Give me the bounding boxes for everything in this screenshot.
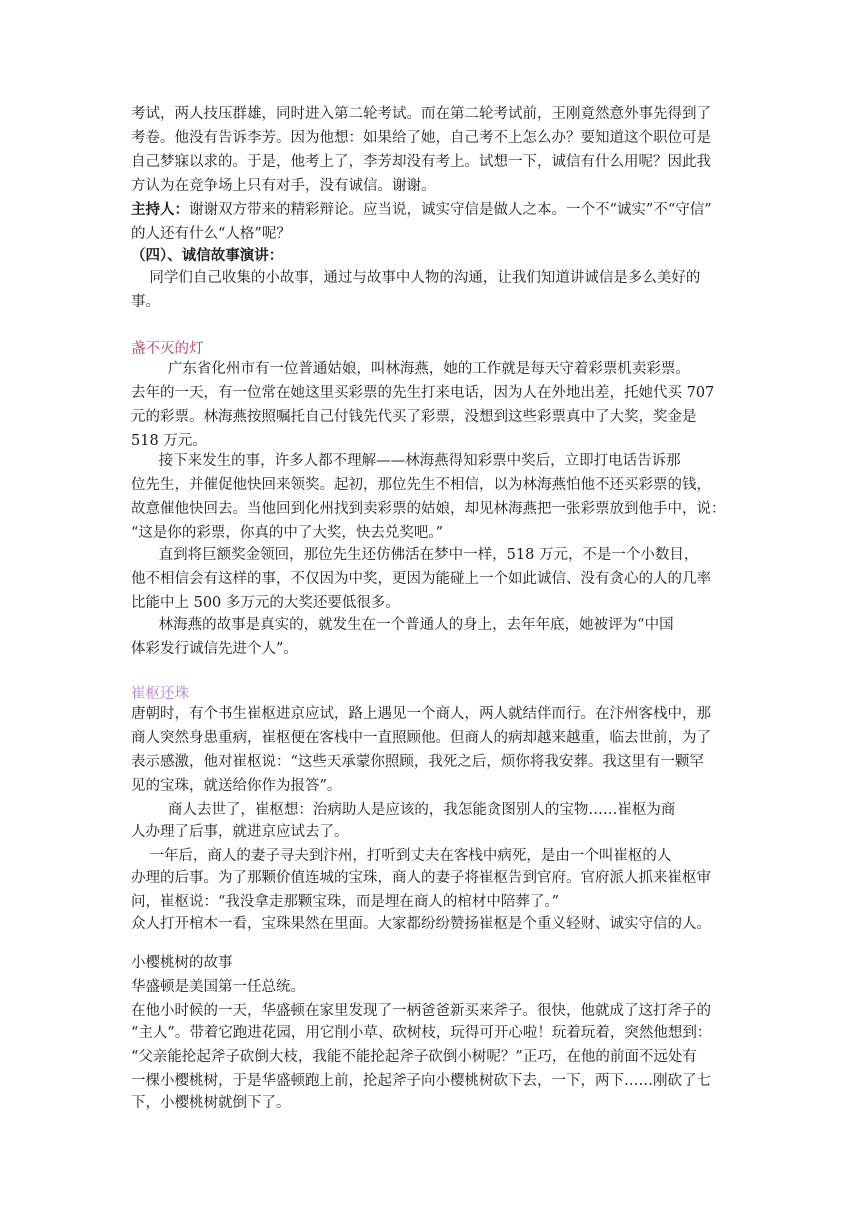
paragraph-line: 同学们自己收集的小故事，通过与故事中人物的沟通，让我们知道讲诚信是多么美好的: [131, 270, 701, 286]
paragraph-line: 他不相信会有这样的事，不仅因为中奖，更因为能碰上一个如此诚信、没有贪心的人的几率: [131, 571, 711, 587]
paragraph-line: 方认为在竞争场上只有对手，没有诚信。谢谢。: [131, 178, 436, 194]
paragraph-line: 比能中上 500 多万元的大奖还要低很多。: [131, 595, 400, 611]
paragraph-line: 元的彩票。林海燕按照嘱托自己付钱先代买了彩票，没想到这些彩票真中了大奖，奖金是: [131, 409, 697, 425]
paragraph-line: 直到将巨额奖金领回，那位先生还仿佛活在梦中一样，518 万元，不是一个小数目，: [131, 547, 699, 563]
paragraph-line: 事。: [131, 294, 160, 310]
section-heading: （四）、诚信故事演讲：: [131, 247, 284, 264]
paragraph-line: 去年的一天，有一位常在她这里买彩票的先生打来电话，因为人在外地出差，托她代买 707: [131, 385, 715, 401]
paragraph-line: “父亲能抡起斧子砍倒大枝，我能不能抡起斧子砍倒小树呢？”正巧，在他的前面不远处有: [131, 1049, 697, 1065]
paragraph-line: 办理的后事。为了那颗价值连城的宝珠，商人的妻子将崔枢告到官府。官府派人抓来崔枢审: [131, 870, 711, 886]
paragraph-line: 位先生，并催促他快回来领奖。起初，那位先生不相信，以为林海燕怕他不还买彩票的钱，: [131, 477, 711, 493]
paragraph-line: 下，小樱桃树就倒下了。: [131, 1095, 291, 1111]
paragraph-line: 问，崔枢说：“我没拿走那颗宝珠，而是埋在商人的棺材中陪葬了。”: [131, 894, 560, 910]
paragraph-line: 体彩发行诚信先进个人”。: [131, 641, 298, 657]
story-title: 崔枢还珠: [131, 686, 189, 702]
paragraph-line: 华盛顿是美国第一任总统。: [131, 979, 305, 995]
paragraph-line: 故意催他快回去。当他回到化州找到卖彩票的姑娘，却见林海燕把一张彩票放到他手中，说：: [131, 501, 726, 517]
paragraph-line: “主人”。带着它跑进花园，用它削小草、砍树枝，玩得可开心啦！玩着玩着，突然他想到：: [131, 1025, 712, 1041]
host-label: 主持人：: [131, 201, 189, 218]
paragraph-line: 林海燕的故事是真实的，就发生在一个普通人的身上，去年年底，她被评为“中国: [131, 617, 674, 633]
paragraph-line: “这是你的彩票，你真的中了大奖，快去兑奖吧。”: [131, 525, 444, 541]
host-paragraph: [131, 200, 712, 220]
paragraph-line: 一年后，商人的妻子寻夫到汴州，打听到丈夫在客栈中病死，是由一个叫崔枢的人: [131, 848, 672, 864]
host-text: 谢谢双方带来的精彩辩论。应当说，诚实守信是做人之本。一个不“诚实”不“守信”: [189, 202, 712, 218]
paragraph-line: 考卷。他没有告诉李芳。因为他想：如果给了她，自己考不上怎么办？要知道这个职位可是: [131, 130, 711, 146]
story-title: 盏不灭的灯: [131, 341, 204, 357]
paragraph-line: 商人去世了，崔枢想：治病助人是应该的，我怎能贪图别人的宝物……崔枢为商: [131, 802, 676, 818]
paragraph-line: 唐朝时，有个书生崔枢进京应试，路上遇见一个商人，两人就结伴而行。在汴州客栈中，那: [131, 706, 711, 722]
paragraph-line: 的人还有什么“人格”呢？: [131, 226, 291, 242]
paragraph-line: 见的宝珠，就送给你作为报答”。: [131, 778, 342, 794]
paragraph-line: 众人打开棺木一看，宝珠果然在里面。大家都纷纷赞扬崔枢是个重义轻财、诚实守信的人。: [131, 916, 711, 932]
paragraph-line: 表示感激，他对崔枢说：“这些天承蒙你照顾，我死之后，烦你将我安葬。我这里有一颗罕: [131, 754, 704, 770]
paragraph-line: 考试，两人技压群雄，同时进入第二轮考试。而在第二轮考试前，王刚竟然意外事先得到了: [131, 106, 711, 122]
paragraph-line: 商人突然身患重病，崔枢便在客栈中一直照顾他。但商人的病却越来越重，临去世前，为了: [131, 730, 711, 746]
paragraph-line: 人办理了后事，就进京应试去了。: [131, 824, 349, 840]
paragraph-line: 接下来发生的事，许多人都不理解——林海燕得知彩票中奖后，立即打电话告诉那: [131, 453, 681, 469]
paragraph-line: 广东省化州市有一位普通姑娘，叫林海燕，她的工作就是每天守着彩票机卖彩票。: [131, 361, 690, 377]
paragraph-line: 自己梦寐以求的。于是，他考上了，李芳却没有考上。试想一下，诚信有什么用呢？因此我: [131, 154, 711, 170]
paragraph-line: 在他小时候的一天，华盛顿在家里发现了一柄爸爸新买来斧子。很快，他就成了这打斧子的: [131, 1003, 711, 1019]
story-title: 小樱桃树的故事: [131, 955, 233, 971]
paragraph-line: 518 万元。: [131, 433, 207, 449]
paragraph-line: 一棵小樱桃树，于是华盛顿跑上前，抡起斧子向小樱桃树砍下去，一下，两下……刚砍了七: [131, 1073, 711, 1089]
